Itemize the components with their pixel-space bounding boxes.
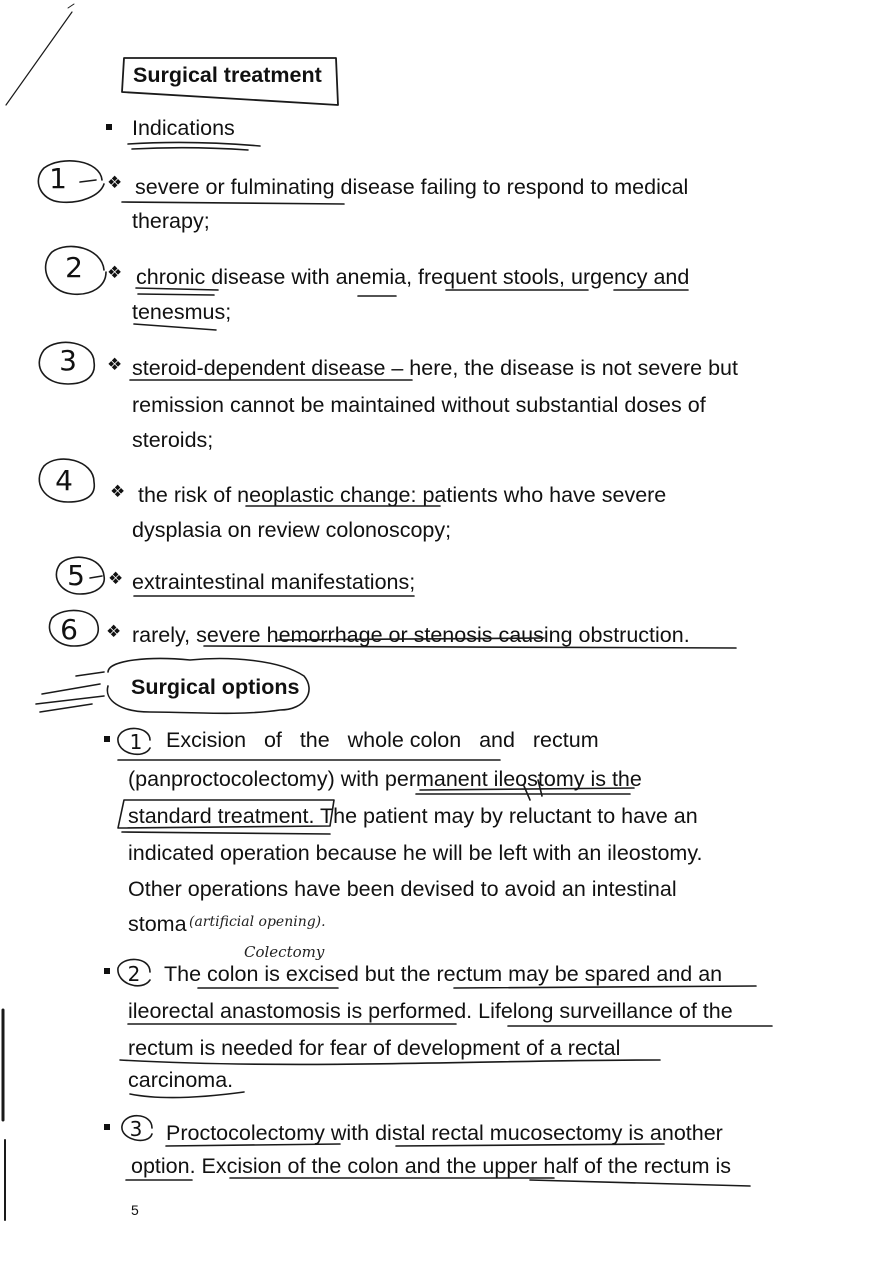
- option-line: Other operations have been devised to avoid an intestinal: [128, 877, 677, 901]
- underline: [122, 832, 330, 834]
- underline: [122, 202, 344, 204]
- indication-line: remission cannot be maintained without substantial doses of: [132, 393, 706, 417]
- indication-line: severe or fulminating disease failing to respond to medical: [135, 175, 689, 199]
- indication-number: 6: [60, 613, 78, 646]
- option-line: rectum is needed for fear of development of a rectal: [128, 1036, 621, 1060]
- diamond-bullet-icon: ❖: [107, 173, 123, 192]
- indication-line: tenesmus;: [132, 300, 232, 324]
- underline: [128, 142, 260, 146]
- indication-line: chronic disease with anemia, frequent stools, urgency and: [136, 265, 690, 289]
- diamond-bullet-icon: ❖: [108, 569, 124, 588]
- bullet-square-icon: [104, 736, 110, 742]
- diamond-bullet-icon: ❖: [107, 355, 123, 374]
- indication-number: 1: [49, 162, 67, 195]
- option-line: ileorectal anastomosis is performed. Lifelong surveillance of the: [128, 999, 733, 1023]
- underline: [138, 294, 214, 295]
- handwritten-note-colectomy: Colectomy: [244, 943, 325, 961]
- margin-stroke: [6, 12, 72, 105]
- underline: [132, 148, 248, 150]
- option-line: (panproctocolectomy) with permanent ileostomy is the: [128, 767, 642, 791]
- option-line: Excision of the whole colon and rectum: [166, 728, 599, 752]
- indication-number: 2: [65, 251, 83, 284]
- heading-surgical-treatment: Surgical treatment: [133, 63, 322, 87]
- option-number: 3: [129, 1117, 143, 1141]
- indication-number: 4: [55, 464, 73, 497]
- margin-stroke: [36, 696, 104, 704]
- indication-line: steroid-dependent disease – here, the disease is not severe but: [132, 356, 738, 380]
- bullet-square-icon: [104, 968, 110, 974]
- arrow-dash: [80, 180, 96, 182]
- indication-number: 3: [59, 344, 77, 377]
- margin-stroke: [68, 4, 74, 8]
- option-line: Proctocolectomy with distal rectal mucosectomy is another: [166, 1121, 723, 1145]
- margin-stroke: [40, 704, 92, 712]
- option-line: indicated operation because he will be left with an ileostomy.: [128, 841, 703, 865]
- handwritten-note-stoma: (artificial opening).: [189, 914, 326, 930]
- option-number: 1: [129, 730, 143, 754]
- option-line: option. Excision of the colon and the upper half of the rectum is: [131, 1154, 731, 1178]
- indication-line: therapy;: [132, 209, 210, 233]
- option-line: carcinoma.: [128, 1068, 234, 1092]
- underline: [530, 1180, 750, 1186]
- arrow-dash: [90, 576, 102, 578]
- indication-number: 5: [67, 559, 85, 592]
- indications-label: Indications: [132, 116, 235, 140]
- indication-line: extraintestinal manifestations;: [132, 570, 416, 594]
- indication-line: the risk of neoplastic change: patients who have severe: [138, 483, 667, 507]
- heading-surgical-options: Surgical options: [131, 675, 300, 699]
- diamond-bullet-icon: ❖: [106, 622, 122, 641]
- indication-line: dysplasia on review colonoscopy;: [132, 518, 452, 542]
- option-line: The colon is excised but the rectum may be spared and an: [164, 962, 723, 986]
- diamond-bullet-icon: ❖: [110, 482, 126, 501]
- page-number: 5: [131, 1202, 139, 1218]
- bullet-square-icon: [106, 124, 112, 130]
- diamond-bullet-icon: ❖: [107, 263, 123, 282]
- indication-line: steroids;: [132, 428, 214, 452]
- option-line: stoma: [128, 912, 187, 936]
- bullet-square-icon: [104, 1124, 110, 1130]
- option-number: 2: [127, 962, 141, 986]
- option-line: standard treatment. The patient may by reluctant to have an: [128, 804, 698, 828]
- indication-line: rarely, severe hemorrhage or stenosis causing obstruction.: [132, 623, 690, 647]
- margin-stroke: [42, 684, 100, 694]
- margin-stroke: [76, 672, 104, 676]
